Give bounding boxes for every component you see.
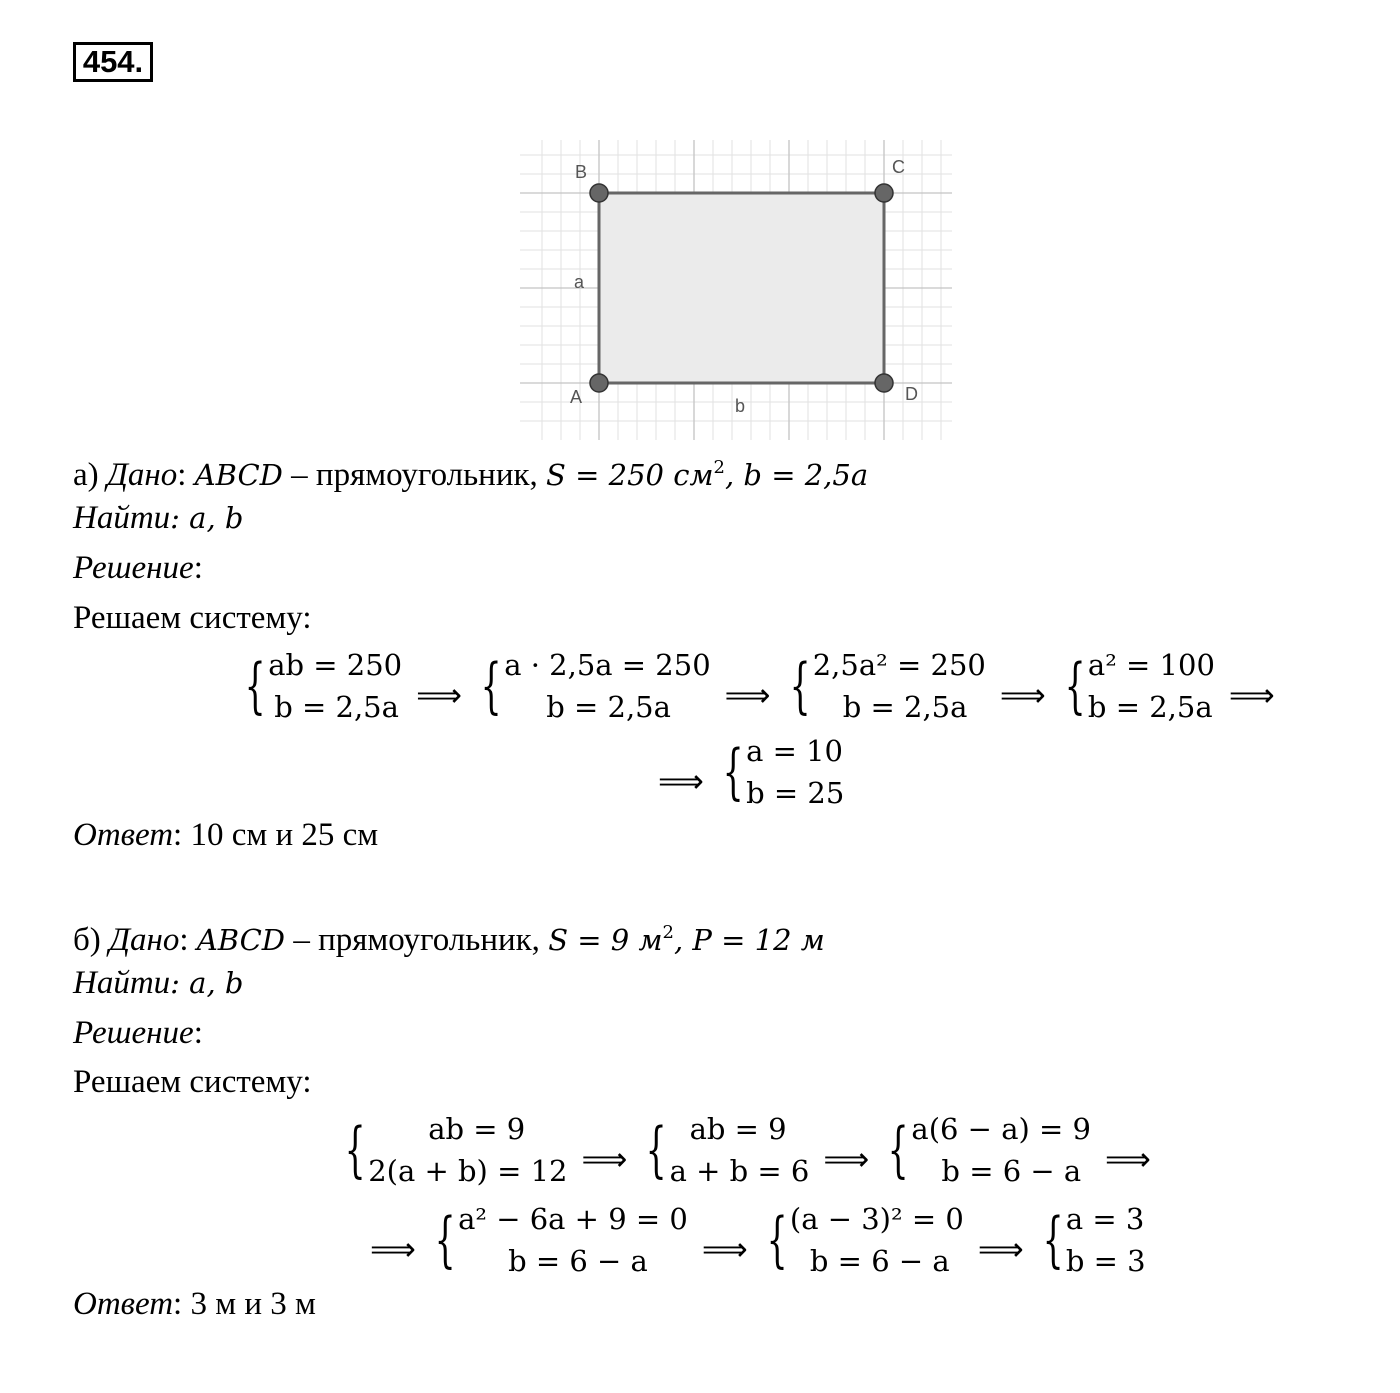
label-b: B — [575, 162, 588, 182]
part-a-systems-row1: { ab = 250 b = 2,5a ⟹ { a · 2,5a = 250 b = 2,5a ⟹ { 2,5a² = 250 b = 2,5a ⟹ { a² = 100 b = 2,5a ⟹ — [240, 644, 1285, 728]
system: { ab = 250 b = 2,5a — [244, 648, 403, 724]
label-c: C — [892, 157, 905, 177]
system: { a = 3 b = 3 — [1042, 1202, 1146, 1278]
label-side-b: b — [735, 396, 746, 416]
system: { a · 2,5a = 250 b = 2,5a — [480, 648, 711, 724]
part-b-systems-row2: ⟹ { a² − 6a + 9 = 0 b = 6 − a ⟹ { (a − 3)² = 0 b = 6 − a ⟹ { a = 3 b = 3 — [360, 1198, 1146, 1282]
rectangle-abcd — [599, 193, 884, 383]
system: { ab = 9 a + b = 6 — [645, 1112, 810, 1188]
system: { a² − 6a + 9 = 0 b = 6 − a — [434, 1202, 688, 1278]
part-a-solve-text: Решаем систему: — [73, 600, 312, 636]
point-a — [590, 374, 608, 392]
point-d — [875, 374, 893, 392]
label-side-a: a — [574, 272, 585, 292]
label-a: A — [570, 387, 583, 407]
system: { a² = 100 b = 2,5a — [1064, 648, 1215, 724]
problem-number: 454. — [73, 42, 153, 82]
system: { 2,5a² = 250 b = 2,5a — [789, 648, 986, 724]
part-a-given: а) Дано: ABCD – прямоугольник, S = 250 $см^2$, b = 2,5a — [73, 457, 869, 493]
part-a-solution-label: Решение: — [73, 550, 203, 586]
part-a-answer: Ответ: 10 см и 25 см — [73, 817, 379, 853]
part-a-result: ⟹ { a = 10 b = 25 — [648, 730, 844, 814]
rectangle-figure — [520, 140, 960, 440]
part-b-solve-text: Решаем систему: — [73, 1064, 312, 1100]
system: { a(6 − a) = 9 b = 6 − a — [887, 1112, 1091, 1188]
part-a-find: Найти: a, b — [73, 500, 244, 536]
system: { a = 10 b = 25 — [722, 734, 845, 810]
point-b — [590, 184, 608, 202]
system: { ab = 9 2(a + b) = 12 — [344, 1112, 568, 1188]
part-b-find: Найти: a, b — [73, 965, 244, 1001]
system: { (a − 3)² = 0 b = 6 − a — [766, 1202, 964, 1278]
part-b-solution-label: Решение: — [73, 1015, 203, 1051]
label-d: D — [905, 384, 918, 404]
part-b-given: б) Дано: ABCD – прямоугольник, S = 9 $м^2$, P = 12 м — [73, 922, 825, 958]
part-b-answer: Ответ: 3 м и 3 м — [73, 1286, 316, 1322]
part-b-systems-row1: { ab = 9 2(a + b) = 12 ⟹ { ab = 9 a + b = 6 ⟹ { a(6 − a) = 9 b = 6 − a ⟹ — [340, 1108, 1161, 1192]
point-c — [875, 184, 893, 202]
